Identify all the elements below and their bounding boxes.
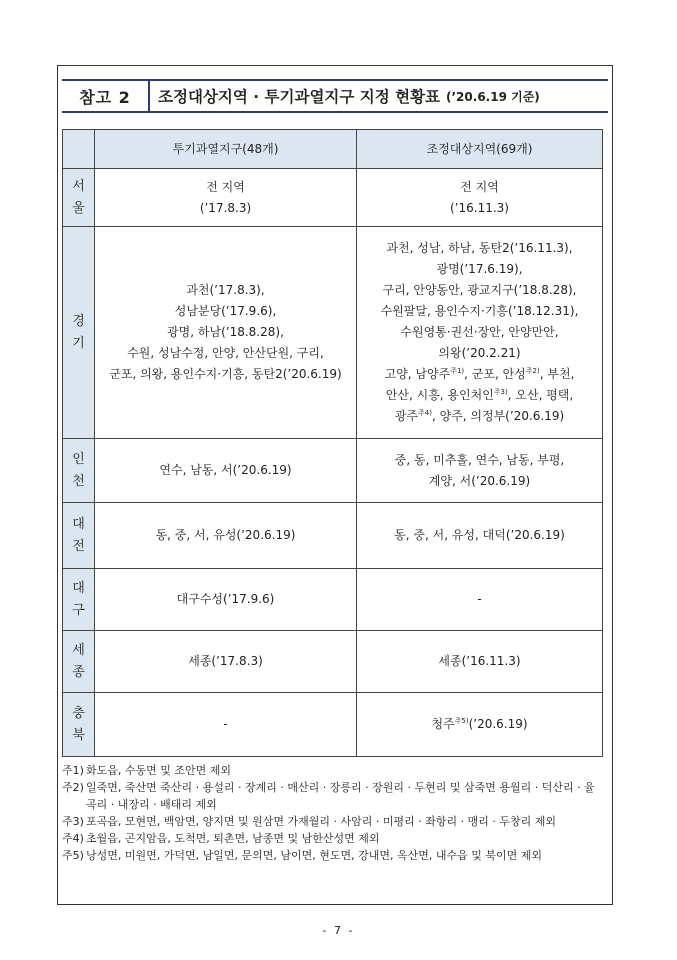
page-title	[158, 81, 540, 111]
speculation-cell: 전 지역 (’17.8.3)	[95, 169, 357, 227]
footnote: 주4) 초월읍, 곤지암읍, 도척면, 퇴촌면, 남종면 및 남한산성면 제외	[62, 832, 380, 845]
adjustment-cell: 중, 동, 미추홀, 연수, 남동, 부평, 계양, 서(’20.6.19)	[357, 439, 603, 503]
adjustment-cell: 세종(’16.11.3)	[357, 631, 603, 693]
title-main: 조정대상지역 · 투기과열지구 지정 현황표	[158, 88, 441, 106]
region-cell: 대 전	[63, 503, 95, 569]
designation-table	[62, 129, 603, 757]
speculation-cell: 세종(’17.8.3)	[95, 631, 357, 693]
table-row	[63, 631, 603, 693]
region-cell: 충 북	[63, 693, 95, 757]
document-frame	[57, 65, 613, 905]
speculation-cell: 대구수성(’17.9.6)	[95, 569, 357, 631]
region-cell: 인 천	[63, 439, 95, 503]
table-row	[63, 569, 603, 631]
speculation-cell: 연수, 남동, 서(’20.6.19)	[95, 439, 357, 503]
table-header-row	[63, 130, 603, 169]
footnote: 주3) 포곡읍, 모현면, 백암면, 양지면 및 원삼면 가재월리 · 사암리 · 미평리 · 좌항리 · 맹리 · 두창리 제외	[62, 815, 556, 828]
reference-badge: 참고 2	[62, 81, 150, 111]
header-corner	[63, 130, 95, 169]
table-row	[63, 439, 603, 503]
region-cell: 세 종	[63, 631, 95, 693]
table-row	[63, 693, 603, 757]
region-cell: 서 울	[63, 169, 95, 227]
speculation-cell: 동, 중, 서, 유성(’20.6.19)	[95, 503, 357, 569]
footnotes	[62, 762, 602, 864]
header-speculation-zone: 투기과열지구(48개)	[95, 130, 357, 169]
footnote: 주5) 낭성면, 미원면, 가덕면, 남일면, 문의면, 남이면, 현도면, 강내면, 옥산면, 내수읍 및 북이면 제외	[62, 849, 542, 862]
table-row	[63, 169, 603, 227]
adjustment-cell: 전 지역 (’16.11.3)	[357, 169, 603, 227]
adjustment-cell: 동, 중, 서, 유성, 대덕(’20.6.19)	[357, 503, 603, 569]
page-number: - 7 -	[322, 924, 355, 937]
table-row	[63, 503, 603, 569]
footnote: 주1) 화도읍, 수동면 및 조안면 제외	[62, 764, 231, 777]
footnote: 주2) 일죽면, 죽산면 죽산리 · 용설리 · 장계리 · 매산리 · 장릉리 · 장원리 · 두현리 및 삼죽면 용월리 · 덕산리 · 율곡리 · 내장리 · 배태리 제외	[62, 781, 595, 811]
adjustment-cell: 청주$^{주5)}$(’20.6.19)	[357, 693, 603, 757]
adjustment-cell: -	[357, 569, 603, 631]
title-date: (’20.6.19 기준)	[446, 89, 540, 104]
title-bar	[62, 79, 608, 113]
adjustment-cell: 과천, 성남, 하남, 동탄2(’16.11.3), 광명(’17.6.19), 구리, 안양동안, 광교지구(’18.8.28), 수원팔달, 용인수지·기흥(’18.12.31), 수원영통·권선·장안, 안양만안, 의왕(’20.2.21) 고양, 남양주$^{주1)}$, 군포, 안성$^{주2)}$, 부천, 안산, 시흥, 용인처인$^{주3)}$, 오산, 평택, 광주$^{주4)}$, 양주, 의정부(’20.6.19)	[357, 227, 603, 439]
header-adjustment-zone: 조정대상지역(69개)	[357, 130, 603, 169]
region-cell: 대 구	[63, 569, 95, 631]
region-cell: 경 기	[63, 227, 95, 439]
table-row	[63, 227, 603, 439]
speculation-cell: -	[95, 693, 357, 757]
speculation-cell: 과천(’17.8.3), 성남분당(’17.9.6), 광명, 하남(’18.8.28), 수원, 성남수정, 안양, 안산단원, 구리, 군포, 의왕, 용인수지·기흥, 동탄2(’20.6.19)	[95, 227, 357, 439]
